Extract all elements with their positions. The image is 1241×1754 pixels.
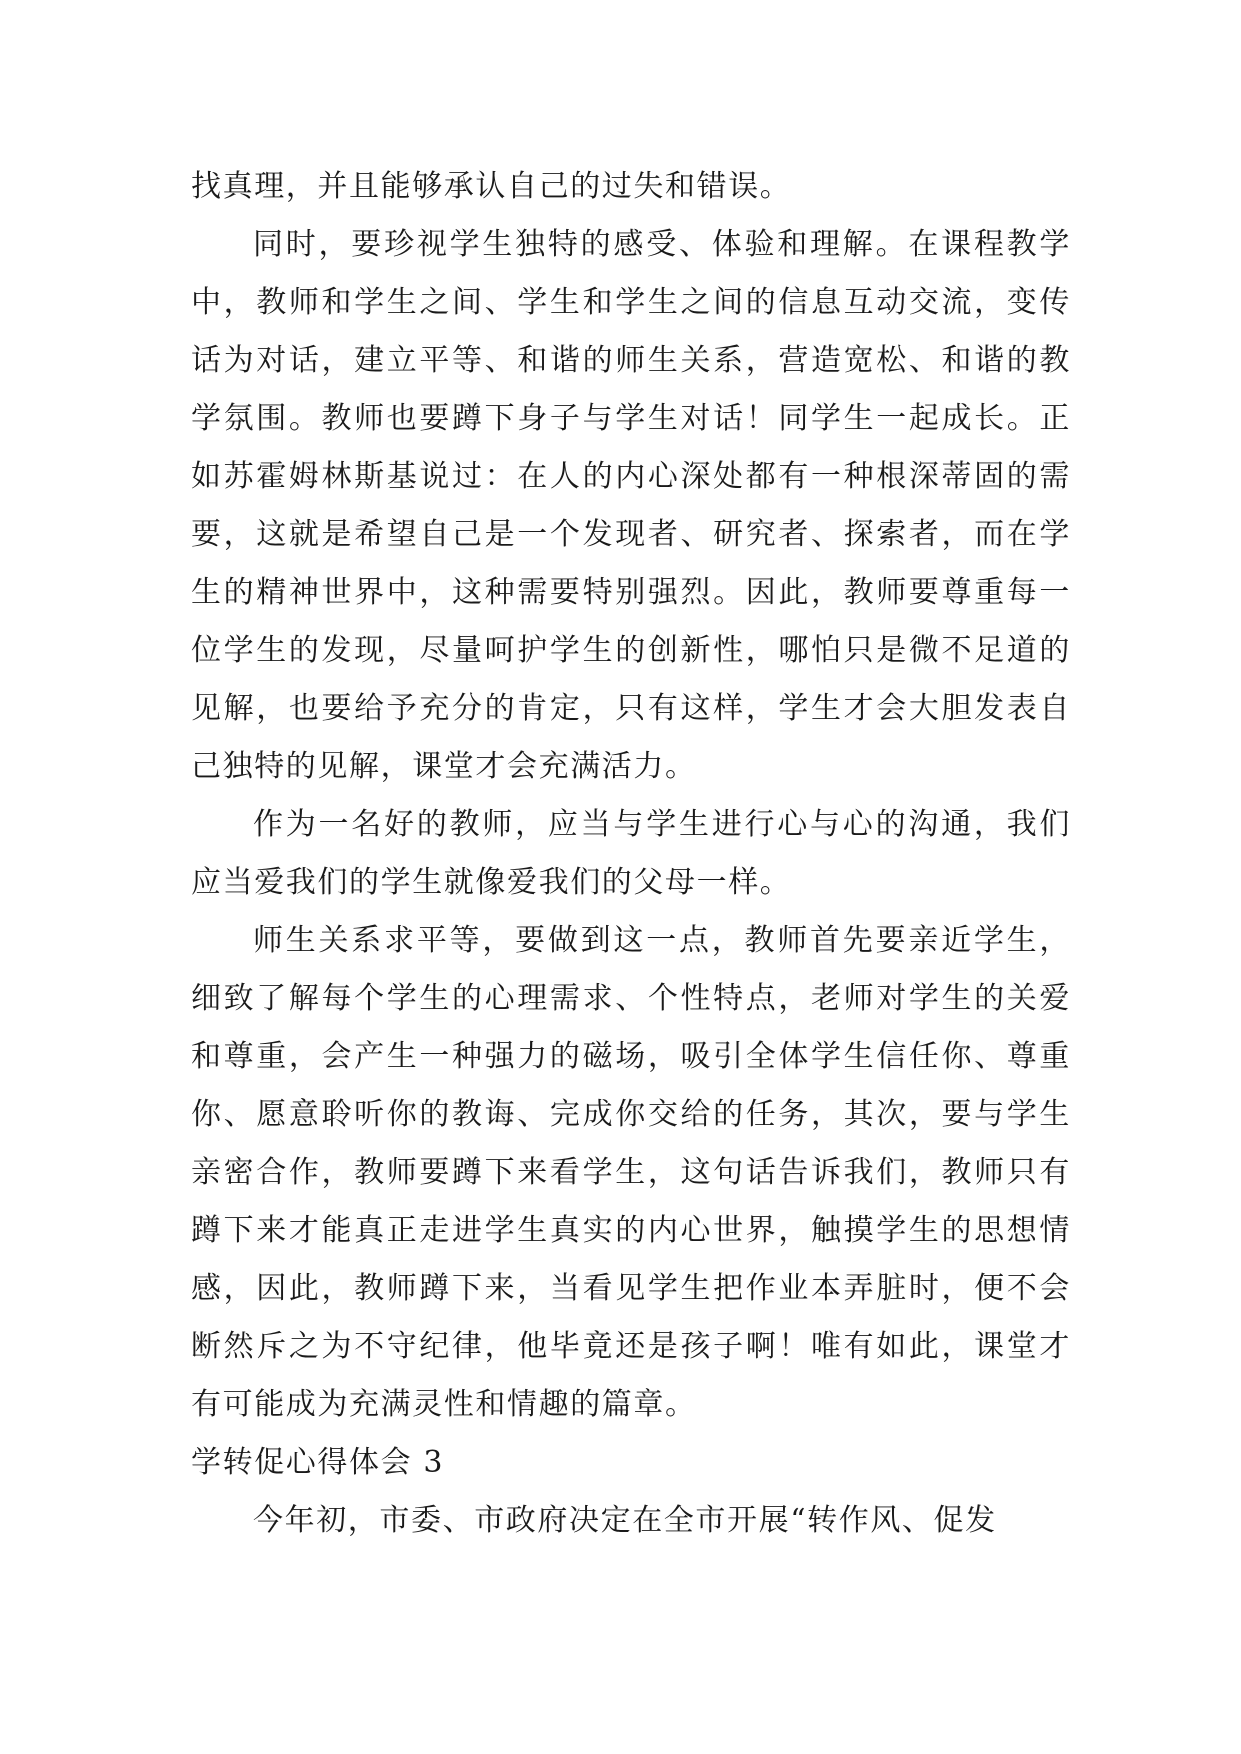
document-body: [191, 158, 1071, 1550]
section-heading: 学转促心得体会 3: [191, 1445, 445, 1480]
paragraph-new-section: 今年初，市委、市政府决定在全市开展“转作风、促发: [253, 1503, 997, 1538]
paragraph-equal-relationship: 师生关系求平等，要做到这一点，教师首先要亲近学生，细致了解每个学生的心理需求、个性特点，老师对学生的关爱和尊重，会产生一种强力的磁场，吸引全体学生信任你、尊重你、愿意聆听你的教诲、完成你交给的任务，其次，要与学生亲密合作，教师要蹲下来看学生，这句话告诉我们，教师只有蹲下来才能真正走进学生真实的内心世界，触摸学生的思想情感，因此，教师蹲下来，当看见学生把作业本弄脏时，便不会断然斥之为不守纪律，他毕竟还是孩子啊！唯有如此，课堂才有可能成为充满灵性和情趣的篇章。: [191, 923, 1071, 1422]
paragraph-valuing-students: 同时，要珍视学生独特的感受、体验和理解。在课程教学中，教师和学生之间、学生和学生之间的信息互动交流，变传话为对话，建立平等、和谐的师生关系，营造宽松、和谐的教学氛围。教师也要蹲下身子与学生对话！同学生一起成长。正如苏霍姆林斯基说过：在人的内心深处都有一种根深蒂固的需要，这就是希望自己是一个发现者、研究者、探索者，而在学生的精神世界中，这种需要特别强烈。因此，教师要尊重每一位学生的发现，尽量呵护学生的创新性，哪怕只是微不足道的见解，也要给予充分的肯定，只有这样，学生才会大胆发表自己独特的见解，课堂才会充满活力。: [191, 227, 1071, 784]
paragraph-good-teacher: 作为一名好的教师，应当与学生进行心与心的沟通，我们应当爱我们的学生就像爱我们的父母一样。: [191, 807, 1071, 900]
paragraph-continuation: 找真理，并且能够承认自己的过失和错误。: [191, 169, 792, 204]
